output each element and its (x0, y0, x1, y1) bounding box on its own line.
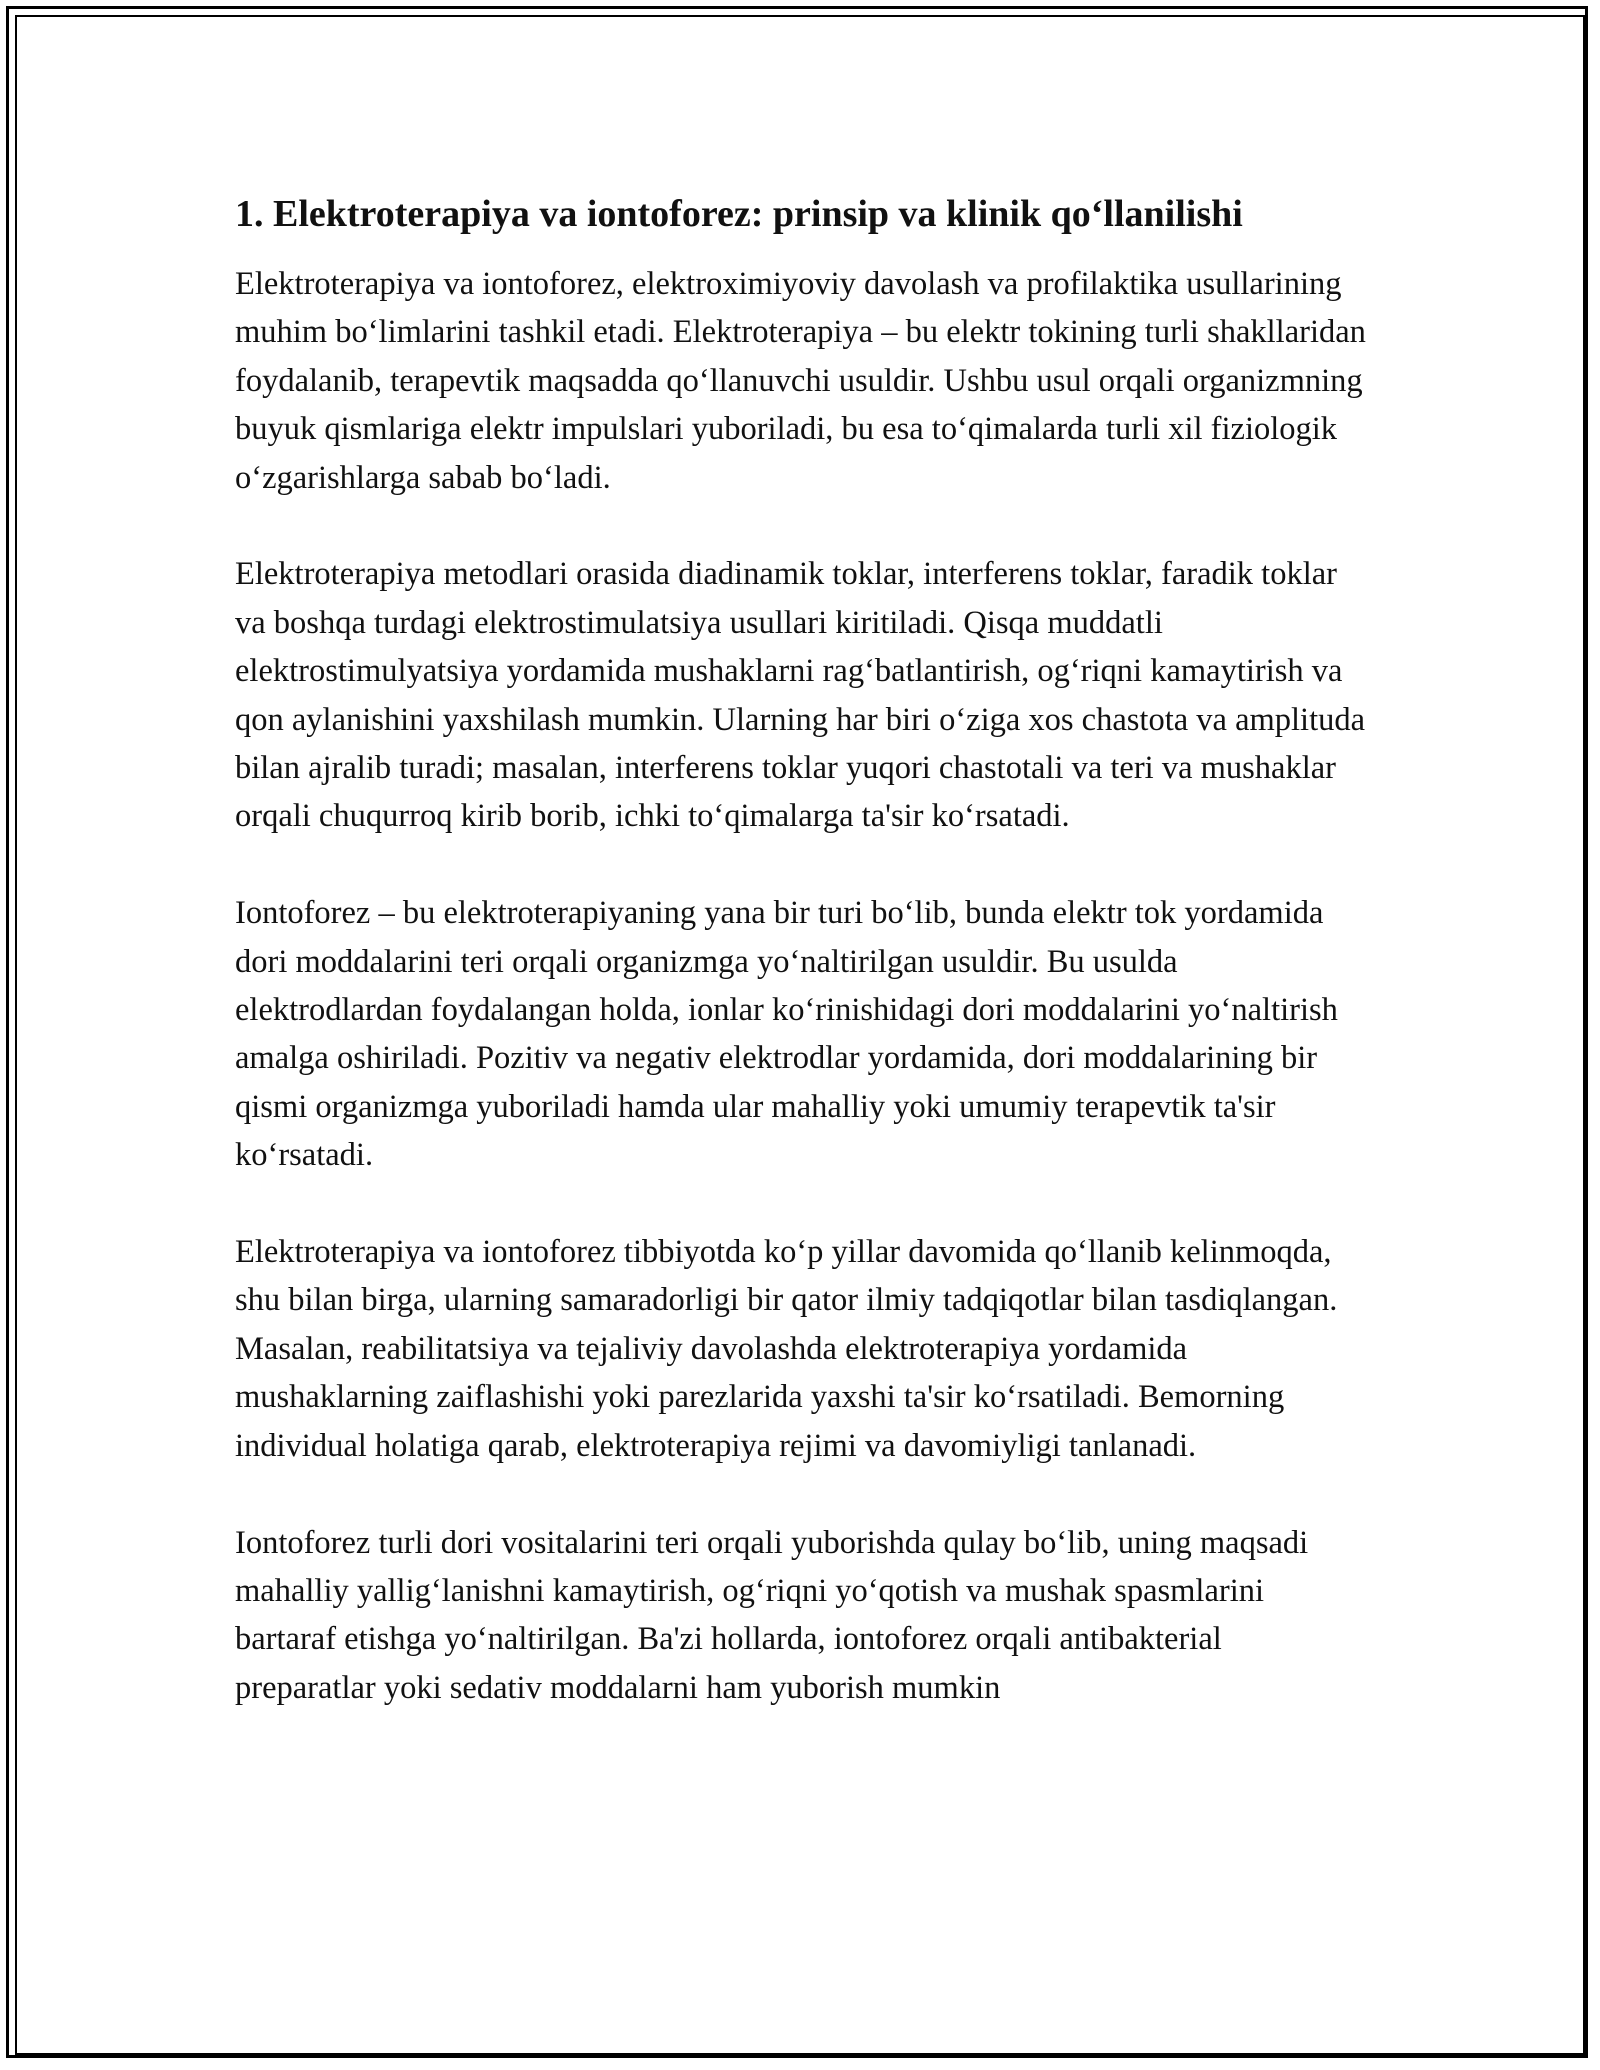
paragraph-1: Elektroterapiya va iontoforez, elektroximiyoviy davolash va profilaktika usullarining muhim bo‘limlarini tashkil etadi. Elektroterapiya – bu elektr tokining turli shakllaridan foydalanib, terapevtik maqsadda qo‘llanuvchi usuldir. Ushbu usul orqali organizmning buyuk qismlariga elektr impulslari yuboriladi, bu esa to‘qimalarda turli xil fiziologik o‘zgarishlarga sabab bo‘ladi. (235, 266, 1366, 496)
paragraph-5: Iontoforez turli dori vositalarini teri orqali yuborishda qulay bo‘lib, uning maqsadi mahalliy yallig‘lanishni kamaytirish, og‘riqni yo‘qotish va mushak spasmlarini bartaraf etishga yo‘naltirilgan. Ba'zi hollarda, iontoforez orqali antibakterial preparatlar yoki sedativ moddalarni ham yuborish mumkin (235, 1524, 1309, 1706)
document-body (235, 188, 1370, 1712)
section-heading: 1. Elektroterapiya va iontoforez: prinsip va klinik qo‘llanilishi (235, 193, 1243, 235)
paragraph-2: Elektroterapiya metodlari orasida diadinamik toklar, interferens toklar, faradik toklar va boshqa turdagi elektrostimulatsiya usullari kiritiladi. Qisqa muddatli elektrostimulyatsiya yordamida mushaklarni rag‘batlantirish, og‘riqni kamaytirish va qon aylanishini yaxshilash mumkin. Ularning har biri o‘ziga xos chastota va amplituda bilan ajralib turadi; masalan, interferens toklar yuqori chastotali va teri va mushaklar orqali chuqurroq kirib borib, ichki to‘qimalarga ta'sir ko‘rsatadi. (235, 556, 1366, 835)
paragraph-3: Iontoforez – bu elektroterapiyaning yana bir turi bo‘lib, bunda elektr tok yordamida dori moddalarini teri orqali organizmga yo‘naltirilgan usuldir. Bu usulda elektrodlardan foydalangan holda, ionlar ko‘rinishidagi dori moddalarini yo‘naltirish amalga oshiriladi. Pozitiv va negativ elektrodlar yordamida, dori moddalarining bir qismi organizmga yuboriladi hamda ular mahalliy yoki umumiy terapevtik ta'sir ko‘rsatadi. (235, 895, 1338, 1174)
paragraph-4: Elektroterapiya va iontoforez tibbiyotda ko‘p yillar davomida qo‘llanib kelinmoqda, shu bilan birga, ularning samaradorligi bir qator ilmiy tadqiqotlar bilan tasdiqlangan. Masalan, reabilitatsiya va tejaliviy davolashda elektroterapiya yordamida mushaklarning zaiflashishi yoki parezlarida yaxshi ta'sir ko‘rsatiladi. Bemorning individual holatiga qarab, elektroterapiya rejimi va davomiyligi tanlanadi. (235, 1234, 1338, 1464)
